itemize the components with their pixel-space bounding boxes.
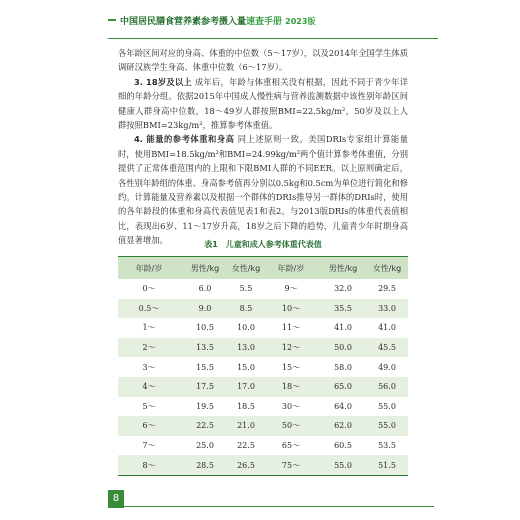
- table-row: [118, 318, 408, 338]
- table-row: [118, 436, 408, 456]
- table-cell: 41.0: [378, 323, 396, 333]
- table-cell: 55.0: [334, 460, 352, 470]
- table-cell: 5～: [142, 401, 156, 411]
- table-cell: 35.5: [334, 303, 352, 313]
- table-cell: 32.0: [334, 284, 352, 294]
- table-cell: 41.0: [334, 323, 352, 333]
- table-cell: 33.0: [378, 303, 396, 313]
- reference-weight-table: [118, 256, 408, 476]
- table-cell: 49.0: [378, 362, 396, 372]
- table-cell: 26.5: [237, 460, 255, 470]
- table-cell: 50.0: [334, 343, 352, 353]
- col-header-age-1: 年龄/岁: [135, 263, 163, 273]
- table-cell: 45.5: [378, 343, 396, 353]
- table-cell: 9～: [284, 284, 298, 294]
- table-caption: 表1 儿童和成人参考体重代表值: [204, 240, 322, 249]
- col-header-male-1: 男性/kg: [190, 263, 220, 273]
- col-header-female-2: 女性/kg: [372, 263, 402, 273]
- section-3-heading: 3. 18岁及以上: [134, 76, 192, 87]
- table-cell: 2～: [142, 343, 156, 353]
- table-cell: 17.5: [196, 382, 214, 392]
- table-cell: 5.5: [239, 284, 253, 294]
- table-cell: 29.5: [378, 284, 396, 294]
- book-subtitle: 速查手册: [246, 17, 283, 27]
- table-cell: 50～: [281, 421, 301, 431]
- table-cell: 30～: [281, 401, 301, 411]
- table-cell: 15.5: [196, 362, 214, 372]
- paragraph-section-3: [118, 75, 408, 133]
- col-header-female-1: 女性/kg: [231, 263, 261, 273]
- table-cell: 8～: [142, 460, 156, 470]
- table-cell: 8.5: [239, 303, 253, 313]
- table-cell: 7～: [142, 441, 156, 451]
- table-cell: 17.0: [237, 382, 255, 392]
- table-cell: 13.5: [196, 343, 214, 353]
- table-header-row: [118, 257, 408, 279]
- table-cell: 55.0: [378, 401, 396, 411]
- table-cell: 11～: [281, 323, 301, 333]
- table-cell: 22.5: [196, 421, 214, 431]
- table-cell: 9.0: [198, 303, 212, 313]
- table-cell: 0.5～: [138, 303, 160, 313]
- book-edition-year: 2023版: [285, 17, 316, 26]
- body-text: [118, 46, 408, 248]
- table-row: [118, 416, 408, 436]
- table-cell: 56.0: [378, 382, 396, 392]
- table-cell: 51.5: [378, 460, 396, 470]
- table-cell: 21.0: [237, 421, 255, 431]
- table-row: [118, 357, 408, 377]
- table-body: [118, 279, 408, 475]
- table-cell: 64.0: [334, 401, 352, 411]
- table-cell: 75～: [281, 460, 301, 470]
- table-cell: 15.0: [237, 362, 255, 372]
- table-cell: 65～: [281, 441, 301, 451]
- table-cell: 60.5: [334, 441, 352, 451]
- table-cell: 3～: [142, 362, 156, 372]
- header-accent-bar: [108, 19, 116, 21]
- section-3-text: 成年后，年龄与体重相关没有根据，因此不同于青少年详细的年龄分组。依据2015年中国成人慢性病与营养监测数据中该性别年龄区间健康人群身高中位数，18～49岁人群按照BMI=22.5kg/m²，50岁及以上人群按照BMI=23kg/m²，推算参考体重值。: [118, 76, 408, 131]
- table-row: [118, 299, 408, 319]
- table-cell: 62.0: [334, 421, 352, 431]
- footer-rule: [124, 506, 434, 507]
- col-header-age-2: 年龄/岁: [277, 263, 305, 273]
- table-row: [118, 397, 408, 417]
- table-cell: 18～: [281, 382, 301, 392]
- header-title: [120, 14, 315, 27]
- table-row: [118, 338, 408, 358]
- table-cell: 12～: [281, 343, 301, 353]
- table-cell: 6.0: [198, 284, 212, 294]
- table-cell: 10～: [281, 303, 301, 313]
- table-cell: 10.5: [196, 323, 214, 333]
- col-header-male-2: 男性/kg: [328, 263, 358, 273]
- table-row: [118, 279, 408, 299]
- paragraph-intro: 各年龄区间对应的身高、体重的中位数（5～17岁），以及2014年全国学生体质调研汉族学生身高、体重中位数（6～17岁）。: [118, 48, 409, 73]
- table-cell: 55.0: [378, 421, 396, 431]
- section-4-text: 同上述原则一致。美国DRIs专家组计算能量时，使用BMI=18.5kg/m²和BMI=24.99kg/m²两个值计算参考体重值，分别提供了正常体重范围内的上限和下限BMI人群的不同EER。以上原则确定后，各性别年龄组的体重、身高参考值再分别以0.5kg和0.5cm为单位进行简化和修约。计算能量及营养素以及根据一个群体的DRIs推导另一群体的DRIs时，使用的各年龄段的体重和身高代表值见表1和表2。与2013版DRIs的体重代表值相比，表现出6岁、11～17岁升高，18岁之后下降的趋势，儿童青少年时期身高值显著增加。: [118, 134, 409, 246]
- table-cell: 15～: [281, 362, 301, 372]
- page-number: 8: [112, 493, 120, 504]
- table-cell: 6～: [142, 421, 156, 431]
- paragraph-section-4: [118, 132, 408, 247]
- section-4-heading: 4. 能量的参考体重和身高: [134, 134, 235, 145]
- table-cell: 13.0: [237, 343, 255, 353]
- table-cell: 19.5: [196, 401, 214, 411]
- table-cell: 58.0: [334, 362, 352, 372]
- table-cell: 28.5: [196, 460, 214, 470]
- table-cell: 22.5: [237, 441, 255, 451]
- book-title: 中国居民膳食营养素参考摄入量: [120, 17, 247, 27]
- running-header: [108, 16, 438, 39]
- table-cell: 18.5: [237, 401, 255, 411]
- table-cell: 4～: [142, 382, 156, 392]
- table-cell: 1～: [142, 323, 156, 333]
- table-cell: 10.0: [237, 323, 255, 333]
- table-row: [118, 455, 408, 475]
- table-cell: 0～: [142, 284, 156, 294]
- table-cell: 53.5: [378, 441, 396, 451]
- table-cell: 65.0: [334, 382, 352, 392]
- table-cell: 25.0: [196, 441, 214, 451]
- table-row: [118, 377, 408, 397]
